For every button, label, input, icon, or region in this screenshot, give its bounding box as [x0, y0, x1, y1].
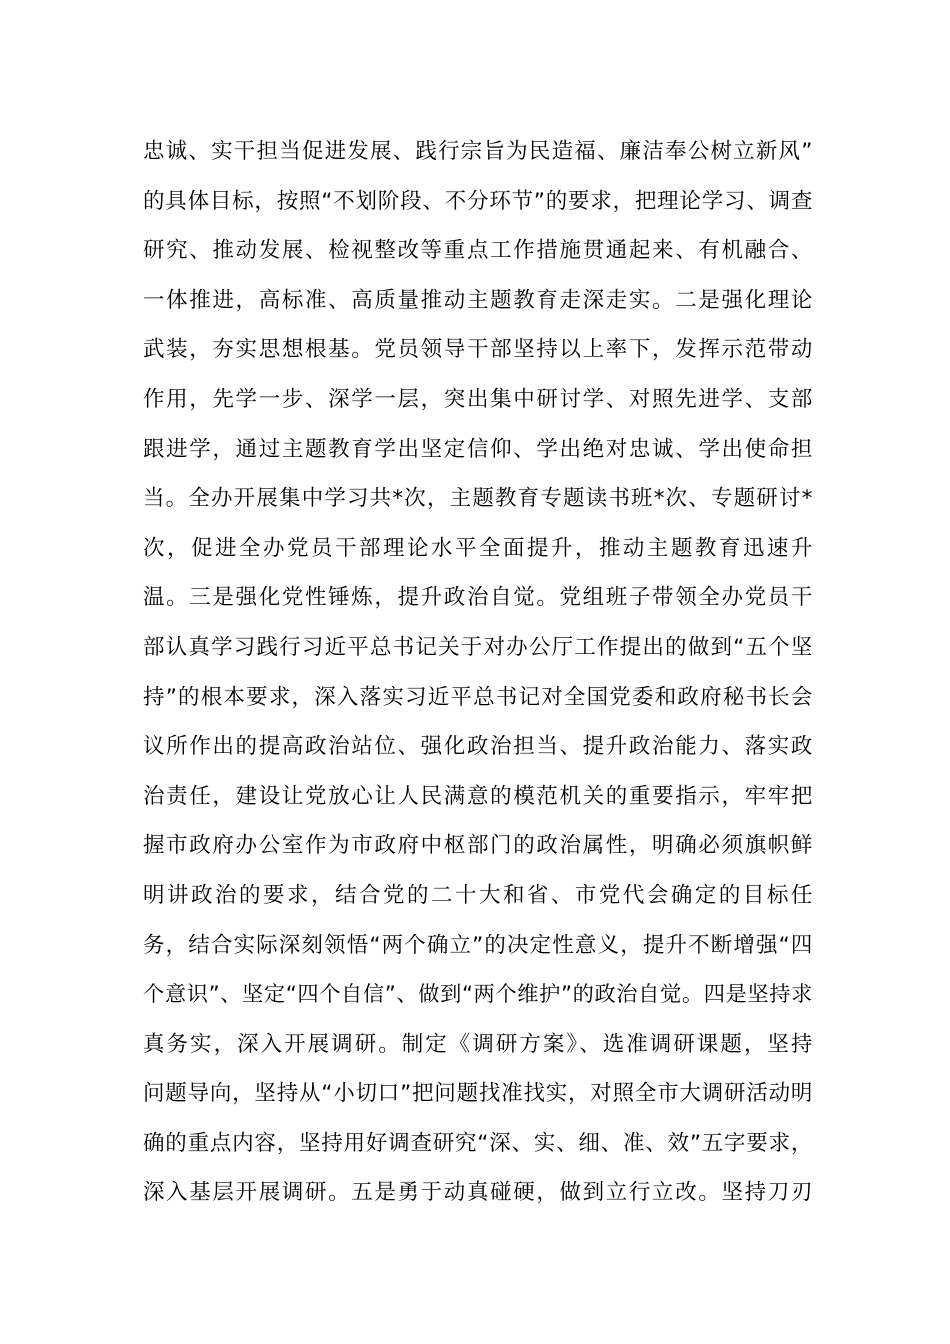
paragraph-line: 议所作出的提高政治站位、强化政治担当、提升政治能力、落实政 [143, 734, 813, 760]
paragraph-line: 治责任，建设让党放心让人民满意的模范机关的重要指示，牢牢把 [143, 783, 813, 809]
paragraph-line: 务，结合实际深刻领悟“两个确立”的决定性意义，提升不断增强“四 [143, 932, 813, 958]
paragraph-line: 温。三是强化党性锤炼，提升政治自觉。党组班子带领全办党员干 [143, 585, 813, 611]
paragraph-line: 部认真学习践行习近平总书记关于对办公厅工作提出的做到“五个坚 [143, 634, 813, 660]
paragraph-line: 持”的根本要求，深入落实习近平总书记对全国党委和政府秘书长会 [143, 684, 813, 710]
paragraph-line: 忠诚、实干担当促进发展、践行宗旨为民造福、廉洁奉公树立新风” [143, 139, 813, 164]
paragraph-line: 一体推进，高标准、高质量推动主题教育走深走实。二是强化理论 [143, 287, 813, 313]
paragraph-line: 的具体目标，按照“不划阶段、不分环节”的要求，把理论学习、调查 [143, 188, 813, 214]
paragraph-line: 问题导向，坚持从“小切口”把问题找准找实，对照全市大调研活动明 [143, 1081, 813, 1107]
paragraph-line: 深入基层开展调研。五是勇于动真碰硬，做到立行立改。坚持刀刃 [143, 1180, 813, 1206]
paragraph-line: 个意识”、坚定“四个自信”、做到“两个维护”的政治自觉。四是坚持求 [143, 982, 813, 1008]
paragraph-line: 跟进学，通过主题教育学出坚定信仰、学出绝对忠诚、学出使命担 [143, 436, 813, 462]
paragraph-line: 作用，先学一步、深学一层，突出集中研讨学、对照先进学、支部 [143, 386, 813, 412]
paragraph-line: 真务实，深入开展调研。制定《调研方案》、选准调研课题，坚持 [143, 1031, 813, 1057]
paragraph-line: 确的重点内容，坚持用好调查研究“深、实、细、准、效”五字要求， [143, 1130, 813, 1156]
paragraph-line: 当。全办开展集中学习共*次，主题教育专题读书班*次、专题研讨* [143, 486, 813, 512]
paragraph-line: 握市政府办公室作为市政府中枢部门的政治属性，明确必须旗帜鲜 [143, 833, 813, 859]
body-paragraph [143, 127, 813, 1218]
paragraph-line: 明讲政治的要求，结合党的二十大和省、市党代会确定的目标任 [143, 882, 813, 908]
paragraph-line: 武装，夯实思想根基。党员领导干部坚持以上率下，发挥示范带动 [143, 337, 813, 363]
paragraph-line: 次，促进全办党员干部理论水平全面提升，推动主题教育迅速升 [143, 535, 813, 561]
paragraph-line: 研究、推动发展、检视整改等重点工作措施贯通起来、有机融合、 [143, 238, 813, 264]
